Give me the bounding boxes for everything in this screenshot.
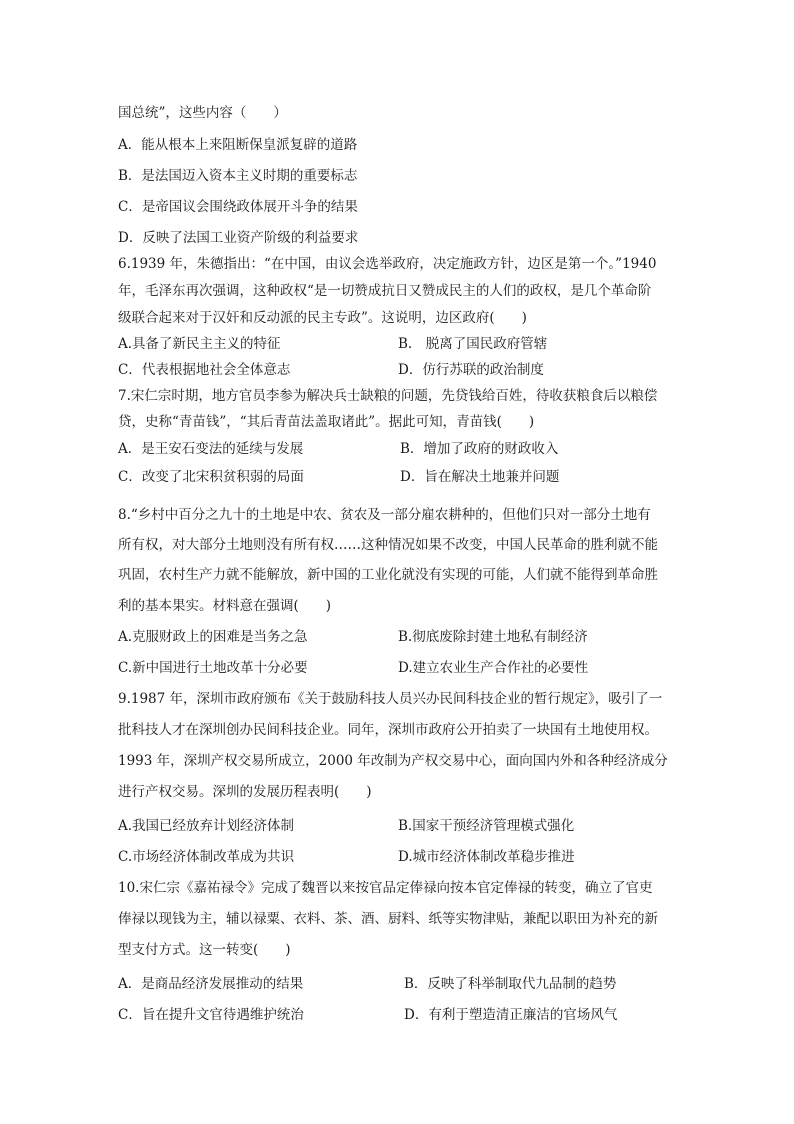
q8-option-c: C.新中国进行土地改革十分必要 (118, 660, 308, 676)
q8-option-a: A.克服财政上的困难是当务之急 (118, 629, 308, 645)
q9-stem-line-2: 批科技人才在深圳创办民间科技企业。同年，深圳市政府公开拍卖了一块国有土地使用权。 (118, 722, 658, 738)
q9-option-a: A.我国已经放弃计划经济体制 (118, 818, 295, 834)
q7-stem-line-1: 7.宋仁宗时期，地方官员李参为解决兵士缺粮的问题，先贷钱给百姓，待收获粮食后以粮偿 (118, 388, 658, 404)
q8-option-d: D.建立农业生产合作社的必要性 (398, 660, 589, 676)
q6-stem-line-2: 年，毛泽东再次强调，这种政权“是一切赞成抗日又赞成民主的人们的政权，是几个革命阶 (118, 283, 652, 299)
q5-option-d: D．反映了法国工业资产阶级的利益要求 (118, 230, 359, 246)
q7-option-d: D．旨在解决土地兼并问题 (400, 469, 560, 485)
q10-option-a: A．是商品经济发展推动的结果 (118, 976, 304, 992)
q9-option-b: B.国家干预经济管理模式强化 (398, 818, 575, 834)
q9-stem-line-4: 进行产权交易。深圳的发展历程表明( ) (118, 784, 372, 800)
q10-stem-line-1: 10.宋仁宗《嘉祐禄令》完成了魏晋以来按官品定俸禄向按本官定俸禄的转变，确立了官吏 (118, 880, 653, 896)
q10-option-d: D．有利于塑造清正廉洁的官场风气 (404, 1007, 618, 1023)
q7-stem-line-2: 贷，史称“青苗钱”，“其后青苗法盖取诸此”。据此可知，青苗钱( ) (118, 414, 535, 430)
q10-option-c: C．旨在提升文官待遇维护统治 (118, 1007, 304, 1023)
q9-stem-line-3: 1993 年，深圳产权交易所成立，2000 年改制为产权交易中心，面向国内外和各种经济成分 (118, 753, 668, 769)
q9-option-d: D.城市经济体制改革稳步推进 (398, 849, 575, 865)
q8-stem-line-1: 8.“乡村中百分之九十的土地是中农、贫农及一部分雇农耕种的，但他们只对一部分土地有 (118, 507, 651, 523)
q7-option-a: A．是王安石变法的延续与发展 (118, 441, 304, 457)
q5-stem-tail: 国总统”，这些内容（ ） (118, 105, 287, 121)
q8-stem-line-2: 所有权，对大部分土地则没有所有权……这种情况如果不改变，中国人民革命的胜利就不能 (118, 537, 658, 553)
q6-stem-line-1: 6.1939 年，朱德指出：“在中国，由议会选举政府，决定施政方针，边区是第一个。”1940 (118, 256, 657, 272)
q5-option-c: C．是帝国议会围绕政体展开斗争的结果 (118, 199, 358, 215)
q6-option-d: D．仿行苏联的政治制度 (398, 362, 544, 378)
q5-option-b: B．是法国迈入资本主义时期的重要标志 (118, 168, 358, 184)
q10-stem-line-2: 俸禄以现钱为主，辅以禄粟、衣料、茶、酒、厨料、纸等实物津贴，兼配以职田为补充的新 (118, 911, 658, 927)
q7-option-b: B．增加了政府的财政收入 (400, 441, 559, 457)
q6-option-c: C．代表根据地社会全体意志 (118, 362, 291, 378)
q9-stem-line-1: 9.1987 年，深圳市政府颁布《关于鼓励科技人员兴办民间科技企业的暂行规定》，吸引了一 (118, 691, 663, 707)
q8-stem-line-3: 巩固，农村生产力就不能解放，新中国的工业化就没有实现的可能，人们就不能得到革命胜 (118, 567, 658, 583)
q10-stem-line-3: 型支付方式。这一转变( ) (118, 942, 291, 958)
q6-option-b: B. 脱离了国民政府管辖 (398, 336, 548, 352)
q8-stem-line-4: 利的基本果实。材料意在强调( ) (118, 598, 332, 614)
q9-option-c: C.市场经济体制改革成为共识 (118, 849, 295, 865)
q10-option-b: B．反映了科举制取代九品制的趋势 (404, 976, 617, 992)
q6-option-a: A.具备了新民主主义的特征 (118, 336, 281, 352)
q6-stem-line-3: 级联合起来对于汉奸和反动派的民主专政”。这说明，边区政府( ) (118, 310, 527, 326)
q7-option-c: C．改变了北宋积贫积弱的局面 (118, 469, 304, 485)
q5-option-a: A．能从根本上来阻断保皇派复辟的道路 (118, 137, 358, 153)
q8-option-b: B.彻底废除封建土地私有制经济 (398, 629, 588, 645)
